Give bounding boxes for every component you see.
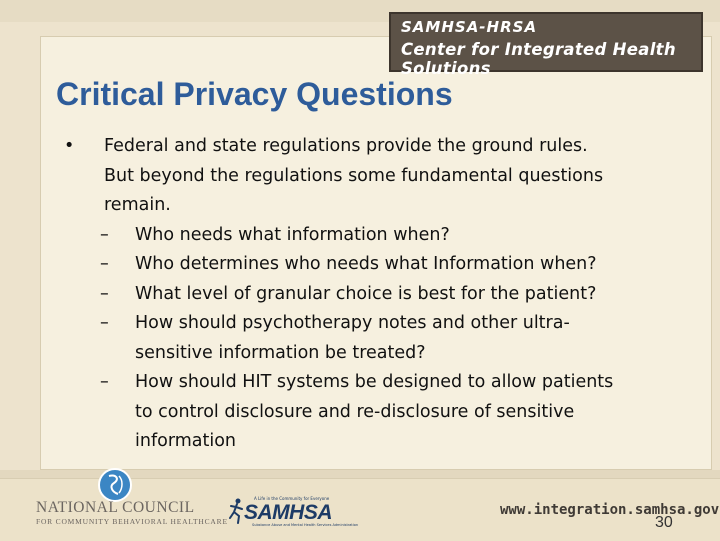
main-bullet xyxy=(58,132,698,221)
main-bullet-line: But beyond the regulations some fundamental questions xyxy=(104,165,604,186)
slide-body xyxy=(58,132,698,457)
bullet-icon: • xyxy=(64,136,75,156)
sub-bullet xyxy=(58,250,698,280)
sub-bullet-line: information xyxy=(135,431,237,451)
dash-icon: – xyxy=(100,372,109,392)
sub-bullet xyxy=(58,309,698,368)
dash-icon: – xyxy=(100,224,109,245)
samhsa-subtitle: Substance Abuse and Mental Health Services Administration xyxy=(252,523,359,527)
sub-bullet-line: What level of granular choice is best for the patient? xyxy=(135,283,597,304)
main-bullet-line: Federal and state regulations provide the ground rules. xyxy=(104,136,588,156)
sub-bullet xyxy=(58,221,698,251)
website-link[interactable]: www.integration.samhsa.gov xyxy=(500,502,720,518)
samhsa-tagline: A Life in the Community for Everyone xyxy=(254,496,330,501)
sub-bullet-line: How should HIT systems be designed to allow patients xyxy=(135,372,614,392)
globe-icon xyxy=(98,468,132,502)
sub-bullet-line: sensitive information be treated? xyxy=(135,342,426,363)
national-council-subtitle: FOR COMMUNITY BEHAVIORAL HEALTHCARE xyxy=(36,517,228,526)
page-number: 30 xyxy=(655,514,673,531)
sub-bullet xyxy=(58,280,698,310)
slide-title: Critical Privacy Questions xyxy=(56,76,453,112)
header-org-line1: SAMHSA-HRSA xyxy=(401,18,538,36)
dash-icon: – xyxy=(100,283,109,304)
header-badge xyxy=(389,12,703,78)
sub-bullet-line: to control disclosure and re-disclosure of sensitive xyxy=(135,401,575,422)
samhsa-wordmark: SAMHSA xyxy=(244,501,333,524)
sub-bullet-line: Who needs what information when? xyxy=(135,224,450,245)
header-org-line2: Center for Integrated Health Solutions xyxy=(401,40,676,78)
national-council-logo xyxy=(34,468,228,526)
dash-icon: – xyxy=(100,313,109,333)
sub-bullet xyxy=(58,368,698,457)
dash-icon: – xyxy=(100,254,109,274)
sub-bullet-line: Who determines who needs what Information when? xyxy=(135,254,597,274)
national-council-name: NATIONAL COUNCIL xyxy=(36,499,195,516)
samhsa-logo xyxy=(228,494,359,528)
main-bullet-line: remain. xyxy=(104,195,171,215)
sub-bullet-line: How should psychotherapy notes and other ultra- xyxy=(135,313,570,333)
